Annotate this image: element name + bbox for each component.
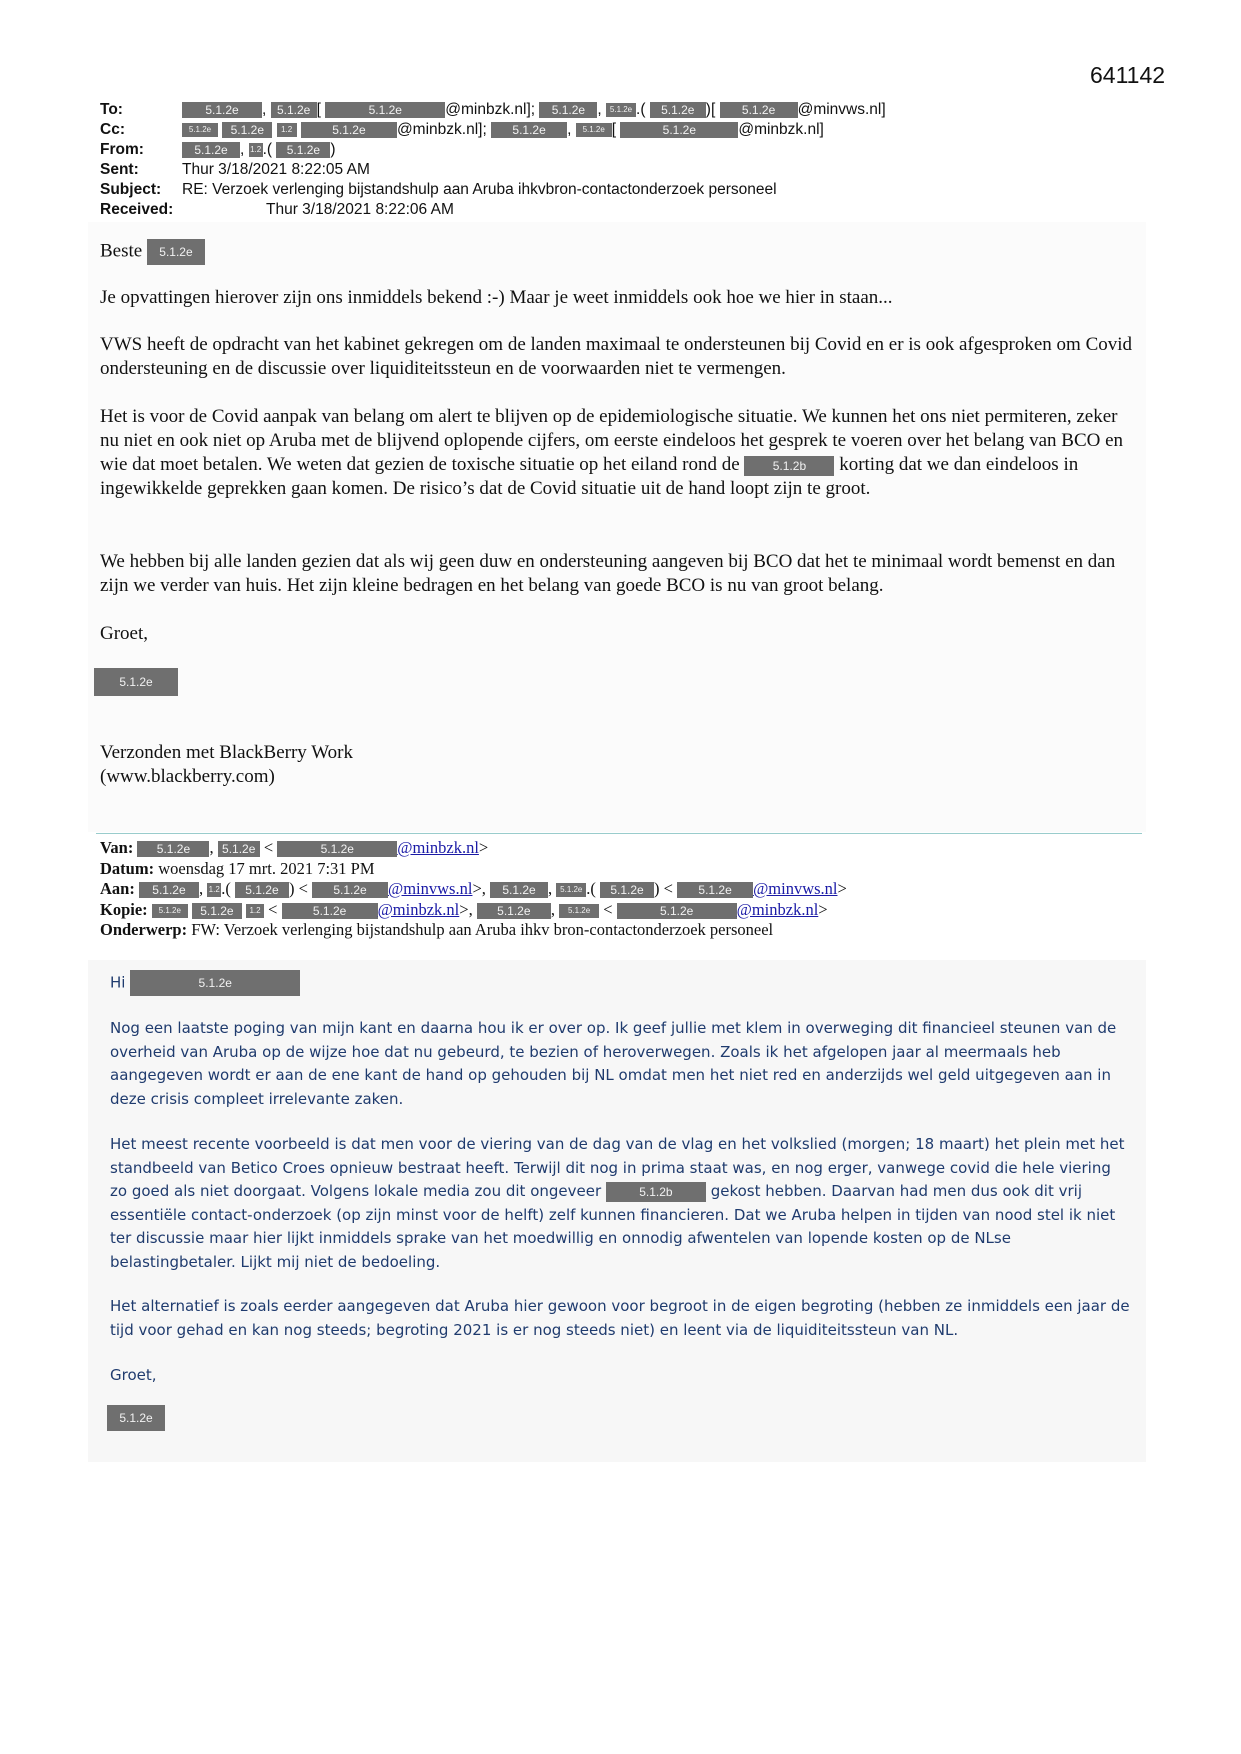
forward-paragraph-2 (110, 1133, 1130, 1274)
blackberry-line-1: Verzonden met BlackBerry Work (100, 742, 353, 763)
sent-label: Sent: (100, 161, 139, 178)
redaction: 5.1.2e (301, 122, 397, 138)
redaction: 5.1.2e (539, 102, 597, 118)
to-label: To: (100, 101, 123, 118)
subject-value: RE: Verzoek verlenging bijstandshulp aan Aruba ihkvbron-contactonderzoek personeel (182, 181, 777, 198)
to-domain-2: @minvws.nl] (797, 101, 886, 118)
to-domain-1: @minbzk.nl]; (445, 101, 536, 118)
redaction: 5.1.2e (282, 903, 378, 919)
signature-redaction (94, 668, 178, 696)
redaction: 5.1.2e (182, 142, 240, 158)
forward-signature-redaction (107, 1405, 165, 1431)
cc-label: Cc: (100, 121, 125, 138)
van-label: Van: (100, 838, 134, 857)
redaction: 5.1.2e (271, 102, 317, 118)
redaction: 5.1.2e (182, 123, 218, 137)
redaction: 5.1.2e (94, 668, 178, 696)
redaction: 5.1.2e (325, 102, 445, 118)
redaction: 1.2 (207, 883, 221, 897)
datum-label: Datum: (100, 858, 155, 878)
redaction: 5.1.2e (192, 903, 242, 919)
redaction: 5.1.2e (556, 883, 586, 897)
redaction: 5.1.2e (576, 123, 612, 137)
redaction: 5.1.2e (235, 882, 289, 898)
forward-paragraph-3: Het alternatief is zoals eerder aangegeven dat Aruba hier gewoon voor begroot in de eigen begroting (hebben ze inmiddels een jaar de tijd voor gehad en kan nog steeds; begroting 2021 is er nog steeds niet) en leent via de liquiditeitssteun van NL. (110, 1297, 1130, 1339)
reply-paragraph-1: Je opvattingen hierover zijn ons inmiddels bekend :-) Maar je weet inmiddels ook hoe we hier in staan... (100, 287, 893, 308)
separator (96, 833, 1142, 834)
redaction: 5.1.2e (277, 841, 397, 857)
blackberry-line-2: (www.blackberry.com) (100, 766, 275, 787)
reply-paragraph-4: We hebben bij alle landen gezien dat als wij geen duw en ondersteuning aangeven bij BCO dat het te minimaal wordt bemenst en dan zijn we verder van huis. Het zijn kleine bedragen en het belang van goede BCO is nu van groot belang. (100, 551, 1116, 596)
datum-value: woensdag 17 mrt. 2021 7:31 PM (158, 858, 375, 878)
subject-label: Subject: (100, 181, 162, 198)
redaction: 5.1.2e (477, 903, 551, 919)
reply-closing: Groet, (100, 623, 149, 644)
van-email-link[interactable]: @minbzk.nl (397, 838, 479, 857)
reply-greeting (100, 239, 1140, 265)
redaction: 5.1.2e (152, 904, 188, 918)
forward-paragraph-1: Nog een laatste poging van mijn kant en daarna hou ik er over op. Ik geef jullie met klem in overweging dit financieel steunen van de overheid van Aruba op de wijze hoe dat nu gebeurd, te bezien of heroverwegen. Zoals ik het afgelopen jaar al meermaals heb aangegeven wordt er aan de ene kant de hand op gehouden bij NL omdat men het niet red en anderzijds wel geld uitgegeven aan in deze crisis compleet irrelevante zaken. (110, 1019, 1117, 1108)
redaction: 5.1.2e (491, 122, 567, 138)
aan-row: Aan: 5.1.2e , 1.2.( 5.1.2e ) < 5.1.2e @minvws.nl>, 5.1.2e , 5.1.2e .( 5.1.2e ) < 5.1.2e @minvws.nl> (100, 879, 847, 898)
redaction: 1.2 (277, 123, 297, 137)
redaction: 1.2 (249, 143, 263, 157)
kopie-email-link-2[interactable]: @minbzk.nl (736, 899, 819, 919)
from-label: From: (100, 141, 144, 158)
forward-greeting (110, 970, 1130, 996)
redaction: 5.1.2e (620, 122, 738, 138)
redaction: 5.1.2e (650, 102, 706, 118)
cc-domain-2: @minbzk.nl] (738, 121, 824, 138)
aan-email-link-2[interactable]: @minvws.nl (753, 879, 838, 898)
redaction: 5.1.2e (107, 1405, 165, 1431)
datum-row (100, 859, 847, 880)
redaction: 5.1.2b (606, 1182, 706, 1202)
reply-paragraph-3b: korting dat we dan eindeloos in ingewikkelde geprekken gaan komen. De risico’s dat de Covid situatie uit de hand loopt zijn te groot. (100, 454, 1079, 499)
sent-value: Thur 3/18/2021 8:22:05 AM (182, 161, 370, 178)
redaction: 5.1.2e (139, 882, 199, 898)
greeting-text: Beste (100, 240, 143, 262)
redaction: 5.1.2e (147, 239, 205, 265)
received-label: Received: (100, 201, 174, 218)
reply-paragraph-3 (100, 405, 1140, 501)
forward-greeting-text: Hi (110, 973, 126, 992)
redaction: 5.1.2e (720, 102, 798, 118)
aan-email-link-1[interactable]: @minvws.nl (388, 879, 473, 898)
onderwerp-row (100, 920, 847, 941)
redaction: 5.1.2e (222, 122, 272, 138)
redaction: 5.1.2e (606, 103, 636, 117)
redaction: 5.1.2e (218, 841, 260, 857)
kopie-row: Kopie: 5.1.2e 5.1.2e 1.2 < 5.1.2e @minbzk.nl>, 5.1.2e , 5.1.2e < 5.1.2e @minbzk.nl> (100, 899, 828, 919)
reply-paragraph-3a: Het is voor de Covid aanpak van belang om alert te blijven op de epidemiologische situatie. We kunnen het ons niet permiteren, zeker nu niet en ook niet op Aruba met de blijvend oplopende cijfers, om eerste eindeloos het gesprek te voeren over het belang van BCO en wie dat moet betalen. We weten dat gezien de toxische situatie op het eiland rond de (100, 406, 1124, 475)
redaction: 5.1.2e (600, 882, 654, 898)
forward-closing: Groet, (110, 1366, 157, 1384)
kopie-email-link-1[interactable]: @minbzk.nl (377, 899, 460, 919)
redaction: 5.1.2e (312, 882, 388, 898)
redaction: 5.1.2e (130, 970, 300, 996)
onderwerp-label: Onderwerp: (100, 920, 188, 939)
redaction: 5.1.2e (490, 882, 548, 898)
kopie-label: Kopie: (100, 899, 148, 919)
redaction: 5.1.2e (559, 904, 599, 918)
cc-domain-1: @minbzk.nl]; (396, 121, 487, 138)
reply-paragraph-2: VWS heeft de opdracht van het kabinet gekregen om de landen maximaal te ondersteunen bij Covid en er is ook afgesproken om Covid ondersteuning en de discussie over liquiditeitssteun en de voorwaarden niet te vermengen. (100, 334, 1133, 379)
redaction: 5.1.2b (744, 456, 834, 476)
redaction: 5.1.2e (276, 142, 330, 158)
redaction: 5.1.2e (137, 841, 209, 857)
redaction: 1.2 (246, 904, 264, 918)
forward-paragraph-2b: gekost hebben. Daarvan had men dus ook dit vrij essentiële contact-onderzoek (op zijn minst voor de helft) zelf kunnen financieren. Dat we Aruba helpen in tijden van nood stel ik niet ter discussie maar hier lijkt inmiddels sprake van het moedwillig en onnodig afwentelen van lopende kosten op de NLse belastingbetaler. Lijkt mij niet de bedoeling. (110, 1182, 1116, 1271)
aan-label: Aan: (100, 879, 135, 898)
forward-header (100, 838, 847, 941)
forward-paragraph-2a: Het meest recente voorbeeld is dat men voor de viering van de dag van de vlag en het volkslied (morgen; 18 maart) het plein met het standbeeld van Betico Croes opnieuw bestraat heeft. Terwijl dit nog in prima staat was, en nog erger, vanwege covid die hele viering zo goed als niet doorgaat. Volgens lokale media zou dit ongeveer (110, 1135, 1125, 1200)
document-number: 641142 (1090, 62, 1166, 88)
redaction: 5.1.2e (677, 882, 753, 898)
onderwerp-value: FW: Verzoek verlenging bijstandshulp aan Aruba ihkv bron-contactonderzoek personeel (191, 920, 774, 939)
redaction: 5.1.2e (617, 903, 737, 919)
van-row: Van: 5.1.2e , 5.1.2e < 5.1.2e @minbzk.nl> (100, 838, 489, 857)
received-value: Thur 3/18/2021 8:22:06 AM (266, 201, 454, 218)
redaction: 5.1.2e (182, 102, 262, 118)
